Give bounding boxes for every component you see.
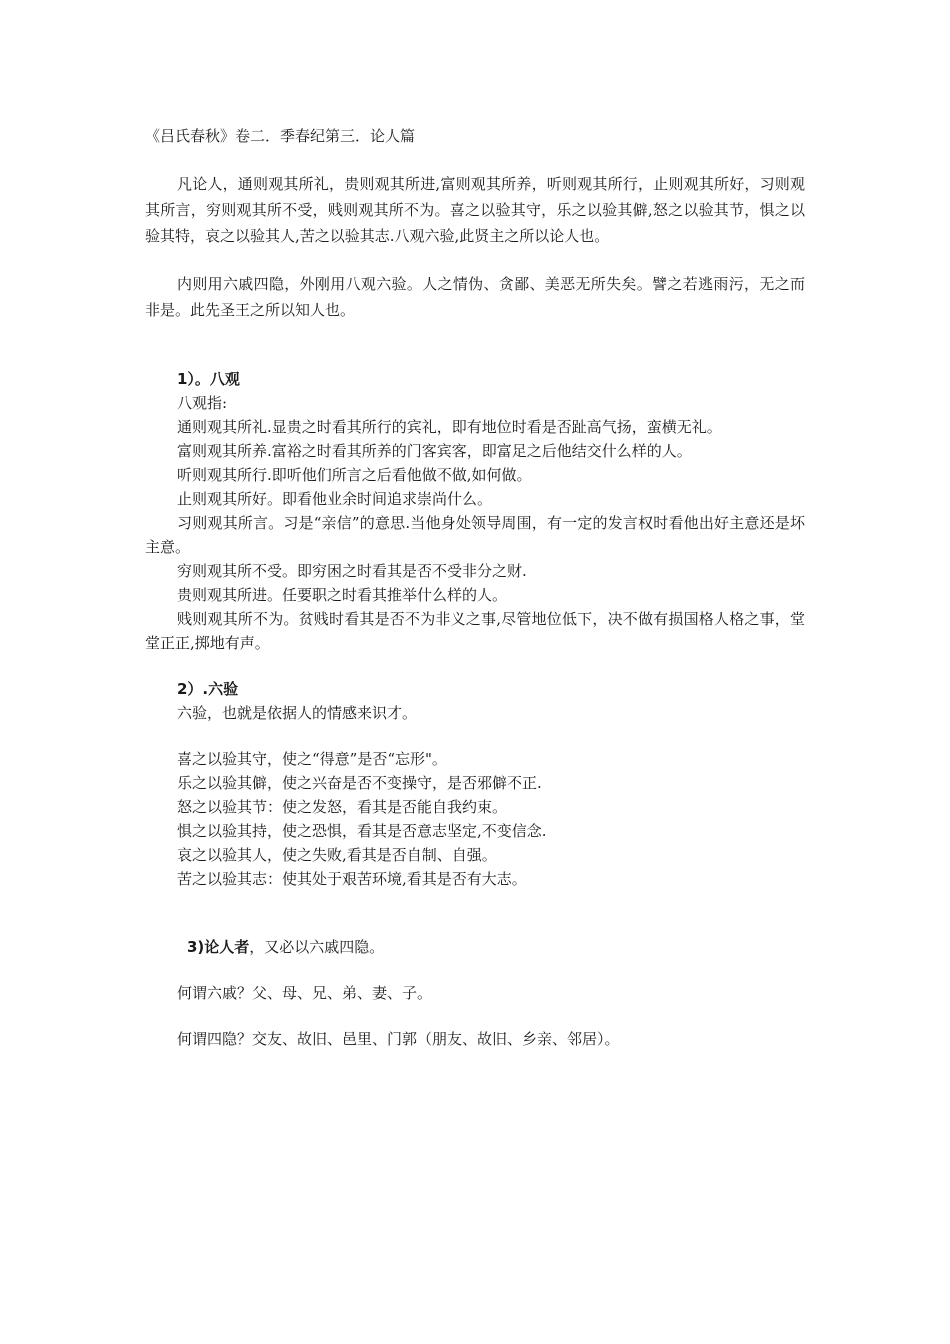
section-heading-judging-people	[145, 935, 805, 959]
list-item: 怒之以验其节：使之发怒，看其是否能自我约束。	[177, 798, 508, 816]
list-item: 富则观其所养.富裕之时看其所养的门客宾客，即富足之后他结交什么样的人。	[177, 442, 692, 460]
section-heading-rest: ，又必以六戚四隐。	[249, 938, 385, 956]
list-item: 惧之以验其持，使之恐惧，看其是否意志坚定,不变信念.	[177, 822, 547, 840]
section-heading-six-tests: 2）.六验	[177, 680, 239, 698]
intro-paragraph-1: 凡论人，通则观其所礼，贵则观其所进,富则观其所养，听则观其所行，止则观其所好，习则观其所言，穷则观其所不受，贱则观其所不为。喜之以验其守，乐之以验其僻,怒之以验其节，惧之以验其特，哀之以验其人,苦之以验其志.八观六验,此贤主之所以论人也。	[145, 175, 805, 245]
section-lead: 六验，也就是依据人的情感来识才。	[177, 704, 418, 722]
four-hidden-line: 何谓四隐？交友、故旧、邑里、门郭（朋友、故旧、乡亲、邻居）。	[177, 1030, 620, 1048]
list-item: 乐之以验其僻，使之兴奋是否不变操守，是否邪僻不正.	[177, 774, 542, 792]
list-item: 喜之以验其守，使之“得意”是否“忘形"。	[177, 750, 447, 768]
list-item: 苦之以验其志：使其处于艰苦环境,看其是否有大志。	[177, 870, 527, 888]
six-relations-line: 何谓六戚？父、母、兄、弟、妻、子。	[177, 984, 433, 1002]
list-item: 哀之以验其人，使之失败,看其是否自制、自强。	[177, 846, 497, 864]
list-item: 穷则观其所不受。即穷困之时看其是否不受非分之财.	[177, 562, 527, 580]
section-heading-eight-observations: 1）。八观	[177, 370, 240, 388]
document-page	[145, 123, 805, 1051]
list-item: 习则观其所言。习是“亲信”的意思.当他身处领导周围，有一定的发言权时看他出好主意还是坏主意。	[145, 514, 805, 556]
list-item: 止则观其所好。即看他业余时间追求崇尚什么。	[177, 490, 493, 508]
list-item: 通则观其所礼.显贵之时看其所行的宾礼，即有地位时看是否趾高气扬，蛮横无礼。	[177, 418, 722, 436]
section-lead: 八观指:	[177, 394, 228, 412]
list-item: 贱则观其所不为。贫贱时看其是否不为非义之事,尽管地位低下，决不做有损国格人格之事，堂堂正正,掷地有声。	[145, 610, 805, 652]
list-item: 听则观其所行.即听他们所言之后看他做不做,如何做。	[177, 466, 532, 484]
section-heading-bold: 3)论人者	[187, 938, 250, 956]
document-title: 《吕氏春秋》卷二．季春纪第三．论人篇	[145, 127, 416, 145]
intro-paragraph-2: 内则用六戚四隐，外刚用八观六验。人之情伪、贪鄙、美恶无所失矣。譬之若逃雨污，无之而非是。此先圣王之所以知人也。	[145, 275, 805, 319]
list-item: 贵则观其所进。任要职之时看其推举什么样的人。	[177, 586, 508, 604]
